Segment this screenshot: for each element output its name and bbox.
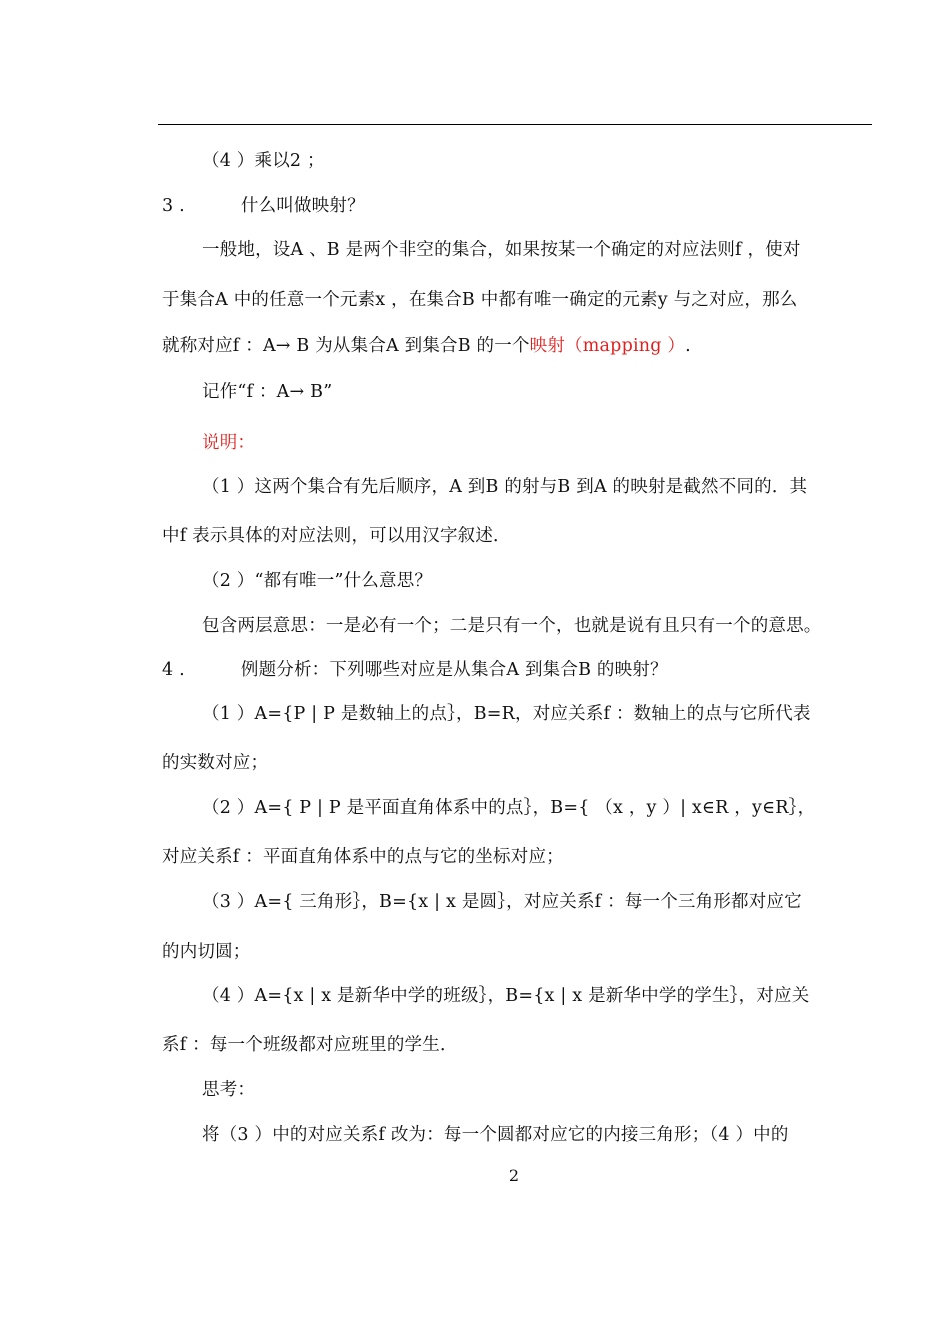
think-heading: 思考： (202, 1080, 256, 1100)
definition-line-2: 于集合A 中的任意一个元素x ，在集合B 中都有唯一确定的元素y 与之对应，那么 (162, 290, 798, 310)
section-number: 4 . (162, 660, 185, 680)
note-1-line-2: 中f 表示具体的对应法则，可以用汉字叙述． (162, 526, 511, 546)
section-title: 什么叫做映射？ (240, 196, 365, 216)
explanation-heading: 说明： (202, 433, 256, 453)
example-2-line-1: （2 ）A={ P | P 是平面直角体系中的点｝，B={ （x ，y ）| x∈R ，y∈R｝， (202, 798, 816, 818)
mapping-term: 映射（mapping ） (529, 336, 686, 356)
definition-text: 就称对应f ：A→ B 为从集合A 到集合B 的一个 (162, 336, 530, 356)
example-2-line-2: 对应关系f ：平面直角体系中的点与它的坐标对应； (162, 847, 564, 867)
section-number: 3 . (162, 196, 185, 216)
example-1-line-2: 的实数对应； (162, 753, 269, 773)
item-4-multiply-by-2: （4 ）乘以2 ； (202, 151, 325, 171)
notation-line: 记作“f ：A→ B” (202, 382, 333, 402)
definition-line-3 (162, 335, 691, 357)
note-2-question: （2 ）“都有唯一”什么意思？ (202, 571, 433, 591)
example-1-line-1: （1 ）A={P | P 是数轴上的点｝，B=R，对应关系f ：数轴上的点与它所代表 (202, 704, 811, 724)
example-4-line-1: （4 ）A={x | x 是新华中学的班级｝，B={x | x 是新华中学的学生｝，对应关 (202, 986, 810, 1006)
think-line-1: 将（3 ）中的对应关系f 改为：每一个圆都对应它的内接三角形；（4 ）中的 (202, 1125, 789, 1145)
header-rule (158, 124, 872, 125)
section-4-heading (162, 659, 668, 681)
example-3-line-2: 的内切圆； (162, 942, 251, 962)
section-3-heading (162, 195, 365, 217)
note-1-line-1: （1 ）这两个集合有先后顺序，A 到B 的射与B 到A 的映射是截然不同的．其 (202, 477, 808, 497)
note-2-answer: 包含两层意思：一是必有一个；二是只有一个，也就是说有且只有一个的意思。 (202, 616, 822, 636)
definition-line-1: 一般地，设A 、B 是两个非空的集合，如果按某一个确定的对应法则f ，使对 (202, 240, 801, 260)
section-title: 例题分析：下列哪些对应是从集合A 到集合B 的映射？ (240, 660, 668, 680)
example-4-line-2: 系f ：每一个班级都对应班里的学生． (162, 1035, 458, 1055)
page-number: 2 (508, 1166, 520, 1185)
example-3-line-1: （3 ）A={ 三角形｝，B={x | x 是圆｝，对应关系f ：每一个三角形都对应它 (202, 892, 802, 912)
definition-period: . (685, 336, 691, 356)
